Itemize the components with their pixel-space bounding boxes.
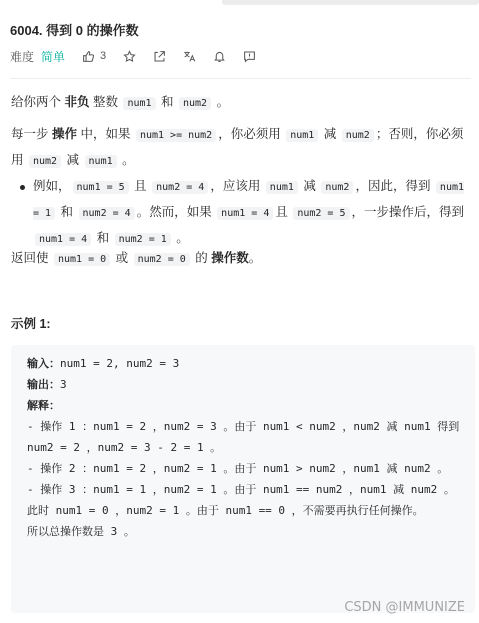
- input-label: 输入：: [27, 357, 60, 370]
- example-block: [11, 345, 475, 613]
- inline-code: num2 = 4: [79, 207, 135, 220]
- star-icon: [123, 50, 136, 63]
- problem-title: 6004. 得到 0 的操作数: [10, 23, 139, 38]
- watermark: CSDN @IMMUNIZE: [344, 600, 465, 615]
- text: 减: [63, 153, 83, 167]
- text: 或: [112, 251, 132, 265]
- text: 例如，: [33, 179, 71, 193]
- like-count: 3: [100, 50, 107, 62]
- text: 。: [118, 153, 135, 167]
- text: 减: [299, 179, 320, 193]
- text: ，因此，得到: [355, 179, 434, 193]
- list-item: [33, 174, 468, 252]
- inline-code: num1: [286, 129, 318, 142]
- feedback-button[interactable]: [243, 50, 256, 63]
- translate-button[interactable]: [183, 50, 196, 63]
- example-output: [27, 374, 467, 395]
- notify-button[interactable]: [213, 50, 226, 63]
- text: 和: [57, 205, 77, 219]
- like-button[interactable]: [82, 50, 106, 63]
- text: 且: [130, 179, 151, 193]
- text: 返回使: [11, 251, 52, 265]
- scrollbar[interactable]: [222, 0, 479, 5]
- text: 。然而，如果: [136, 205, 216, 219]
- text: 的: [191, 251, 212, 265]
- inline-code: num2 = 4: [152, 181, 208, 194]
- divider: [10, 78, 471, 79]
- inline-code: num1: [123, 97, 155, 110]
- example-explain: [27, 395, 467, 416]
- bullet-dot: [20, 185, 25, 190]
- text: 。: [213, 95, 230, 109]
- difficulty-label: 难度: [10, 49, 35, 64]
- problem-meta-bar: [10, 46, 256, 66]
- explain-line: 所以总操作数是 3 。: [27, 525, 135, 538]
- inline-code: num1 >= num2: [136, 129, 216, 142]
- text: 整数: [89, 95, 122, 109]
- explain-label: 解释：: [27, 399, 60, 412]
- favorite-button[interactable]: [123, 50, 136, 63]
- bold-text: 操作: [51, 127, 77, 141]
- inline-code: num2 = 1: [115, 233, 171, 246]
- inline-code: num2 = 5: [293, 207, 349, 220]
- difficulty-badge: 简单: [41, 49, 66, 64]
- inline-code: num2: [179, 97, 211, 110]
- explain-line: - 操作 3 ：num1 = 1 ，num2 = 1 。由于 num1 == num2 ，num1 减 num2 。: [27, 483, 455, 496]
- translate-icon: [183, 50, 196, 63]
- description-paragraph: [11, 122, 473, 174]
- share-button[interactable]: [153, 50, 166, 63]
- example-input: [27, 353, 467, 374]
- text: ，你必须用: [218, 127, 285, 141]
- feedback-icon: [243, 50, 256, 63]
- inline-code: num2: [321, 181, 353, 194]
- input-value: num1 = 2, num2 = 3: [60, 357, 180, 370]
- description-paragraph: [11, 246, 261, 272]
- output-label: 输出：: [27, 378, 60, 391]
- text: 减: [320, 127, 340, 141]
- inline-code: num1: [85, 155, 117, 168]
- bold-text: 操作数: [211, 251, 249, 265]
- example-title: 示例 1:: [11, 317, 51, 331]
- text: ，一步操作后，得到: [351, 205, 465, 219]
- description-paragraph: [11, 90, 229, 116]
- thumbs-up-icon: [82, 50, 95, 63]
- text: 。: [172, 231, 189, 245]
- inline-code: num1 = 4: [217, 207, 273, 220]
- inline-code: num2 = 0: [134, 253, 190, 266]
- text: 和: [93, 231, 113, 245]
- bell-icon: [213, 50, 226, 63]
- text: ；否则，你必须用: [11, 127, 464, 167]
- example-lines: [27, 353, 467, 542]
- inline-code: num2: [29, 155, 61, 168]
- inline-code: num1 = 0: [54, 253, 110, 266]
- inline-code: num1 = 4: [35, 233, 91, 246]
- inline-code: num1 = 5: [73, 181, 129, 194]
- text: 和: [157, 95, 177, 109]
- explain-line: 此时 num1 = 0 ，num2 = 1 。由于 num1 == 0 ，不需要再执行任何操作。: [27, 504, 424, 517]
- bold-text: 非负: [64, 95, 90, 109]
- text: ，应该用: [210, 179, 264, 193]
- share-icon: [153, 50, 166, 63]
- inline-code: num2: [342, 129, 374, 142]
- explain-line: - 操作 2 ：num1 = 2 ，num2 = 1 。由于 num1 > num2 ，num1 减 num2 。: [27, 462, 449, 475]
- inline-code: num1: [266, 181, 298, 194]
- output-value: 3: [60, 378, 67, 391]
- text: 每一步: [11, 127, 52, 141]
- explain-line: - 操作 1 ：num1 = 2 ，num2 = 3 。由于 num1 < num2 ，num2 减 num1 得到 num2 = 2 ，num2 = 3 - 2 = 1 。: [27, 420, 466, 454]
- inline-code: num1 = 1: [33, 182, 465, 219]
- text: 且: [275, 205, 292, 219]
- text: 中，如果: [77, 127, 134, 141]
- text: 。: [248, 251, 262, 265]
- text: 给你两个: [11, 95, 65, 109]
